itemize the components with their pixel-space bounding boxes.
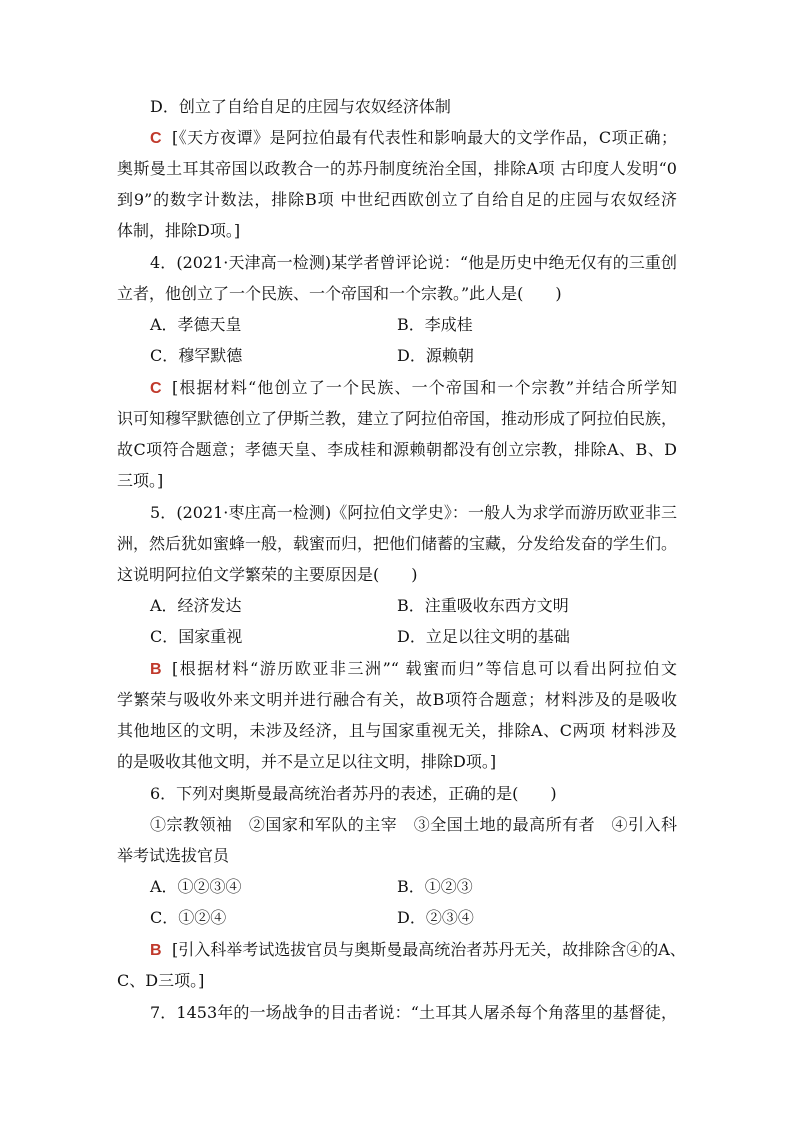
q6-option-c: C．①②④: [150, 908, 227, 927]
q4-explanation-line-1: [150, 378, 677, 400]
q6-explanation-line-1: [150, 940, 686, 962]
q4-explanation-line-2: 识可知穆罕默德创立了伊斯兰教，建立了阿拉伯帝国，推动形成了阿拉伯民族，: [117, 409, 678, 428]
q3-explanation-line-2: 奥斯曼土耳其帝国以政教合一的苏丹制度统治全国，排除A项 古印度人发明“0: [117, 159, 677, 178]
q5-explanation-line-4: 的是吸收其他文明，并不是立足以往文明，排除D项。]: [117, 752, 497, 771]
q7-stem-line-1: 7．1453年的一场战争的目击者说：“土耳其人屠杀每个角落里的基督徒，: [150, 1003, 677, 1022]
q6-items-line-1: ①宗教领袖 ②国家和军队的主宰 ③全国土地的最高所有者 ④引入科: [150, 815, 677, 834]
q6-option-b: B．①②③: [397, 877, 473, 896]
q4-option-c: C．穆罕默德: [150, 346, 243, 365]
q3-explanation-text-1: [《天方夜谭》是阿拉伯最有代表性和影响最大的文学作品，C项正确；: [172, 128, 677, 147]
q5-explanation-line-2: 学繁荣与吸收外来文明并进行融合有关，故B项符合题意；材料涉及的是吸收: [117, 690, 677, 709]
q4-option-b: B．李成桂: [397, 315, 473, 334]
q4-explanation-line-3: 故C项符合题意；孝德天皇、李成桂和源赖朝都没有创立宗教，排除A、B、D: [117, 440, 677, 459]
q5-option-c: C．国家重视: [150, 627, 243, 646]
q5-option-d: D．立足以往文明的基础: [397, 627, 570, 646]
q6-option-a: A．①②③④: [150, 877, 242, 896]
q5-option-b: B．注重吸收东西方文明: [397, 596, 569, 615]
q6-explanation-line-2: C、D三项。]: [117, 971, 205, 990]
q5-stem-line-2: 洲，然后犹如蜜蜂一般，载蜜而归，把他们储蓄的宝藏，分发给发奋的学生们。: [117, 534, 678, 553]
q6-explanation-text-1: [引入科举考试选拔官员与奥斯曼最高统治者苏丹无关，故排除含④的A、: [172, 940, 686, 959]
q5-stem-line-1: 5．(2021·枣庄高一检测)《阿拉伯文学史》：一般人为求学而游历欧亚非三: [150, 503, 677, 522]
q4-option-a: A．孝德天皇: [150, 315, 242, 334]
q6-items-line-2: 举考试选拔官员: [117, 846, 230, 865]
q5-explanation-text-1: [根据材料“游历欧亚非三洲”“ 载蜜而归”等信息可以看出阿拉伯文: [172, 659, 677, 678]
q3-option-d: D．创立了自给自足的庄园与农奴经济体制: [150, 97, 451, 116]
q5-option-a: A．经济发达: [150, 596, 242, 615]
q4-explanation-line-4: 三项。]: [117, 471, 164, 490]
q4-stem-line-2: 立者，他创立了一个民族、一个帝国和一个宗教。”此人是( ): [117, 284, 562, 303]
q4-explanation-text-1: [根据材料“他创立了一个民族、一个帝国和一个宗教”并结合所学知: [172, 378, 677, 397]
q6-option-d: D．②③④: [397, 908, 474, 927]
q4-option-d: D．源赖朝: [397, 346, 474, 365]
q5-stem-line-3: 这说明阿拉伯文学繁荣的主要原因是( ): [117, 565, 418, 584]
q3-explanation-line-3: 到9”的数字计数法，排除B项 中世纪西欧创立了自给自足的庄园与农奴经济: [117, 190, 677, 209]
q6-answer-mark: B: [150, 942, 162, 959]
q6-stem-line-1: 6．下列对奥斯曼最高统治者苏丹的表述，正确的是( ): [150, 784, 557, 803]
q4-stem-line-1: 4．(2021·天津高一检测)某学者曾评论说：“他是历史中绝无仅有的三重创: [150, 253, 677, 272]
q5-explanation-line-1: [150, 659, 677, 681]
q4-answer-mark: C: [150, 380, 162, 397]
q5-explanation-line-3: 其他地区的文明，未涉及经济，且与国家重视无关，排除A、C两项 材料涉及: [117, 721, 677, 740]
q3-answer-mark: C: [150, 130, 162, 147]
q5-answer-mark: B: [150, 661, 162, 678]
q3-explanation-line-4: 体制，排除D项。]: [117, 221, 241, 240]
q3-explanation-line-1: [150, 128, 677, 150]
